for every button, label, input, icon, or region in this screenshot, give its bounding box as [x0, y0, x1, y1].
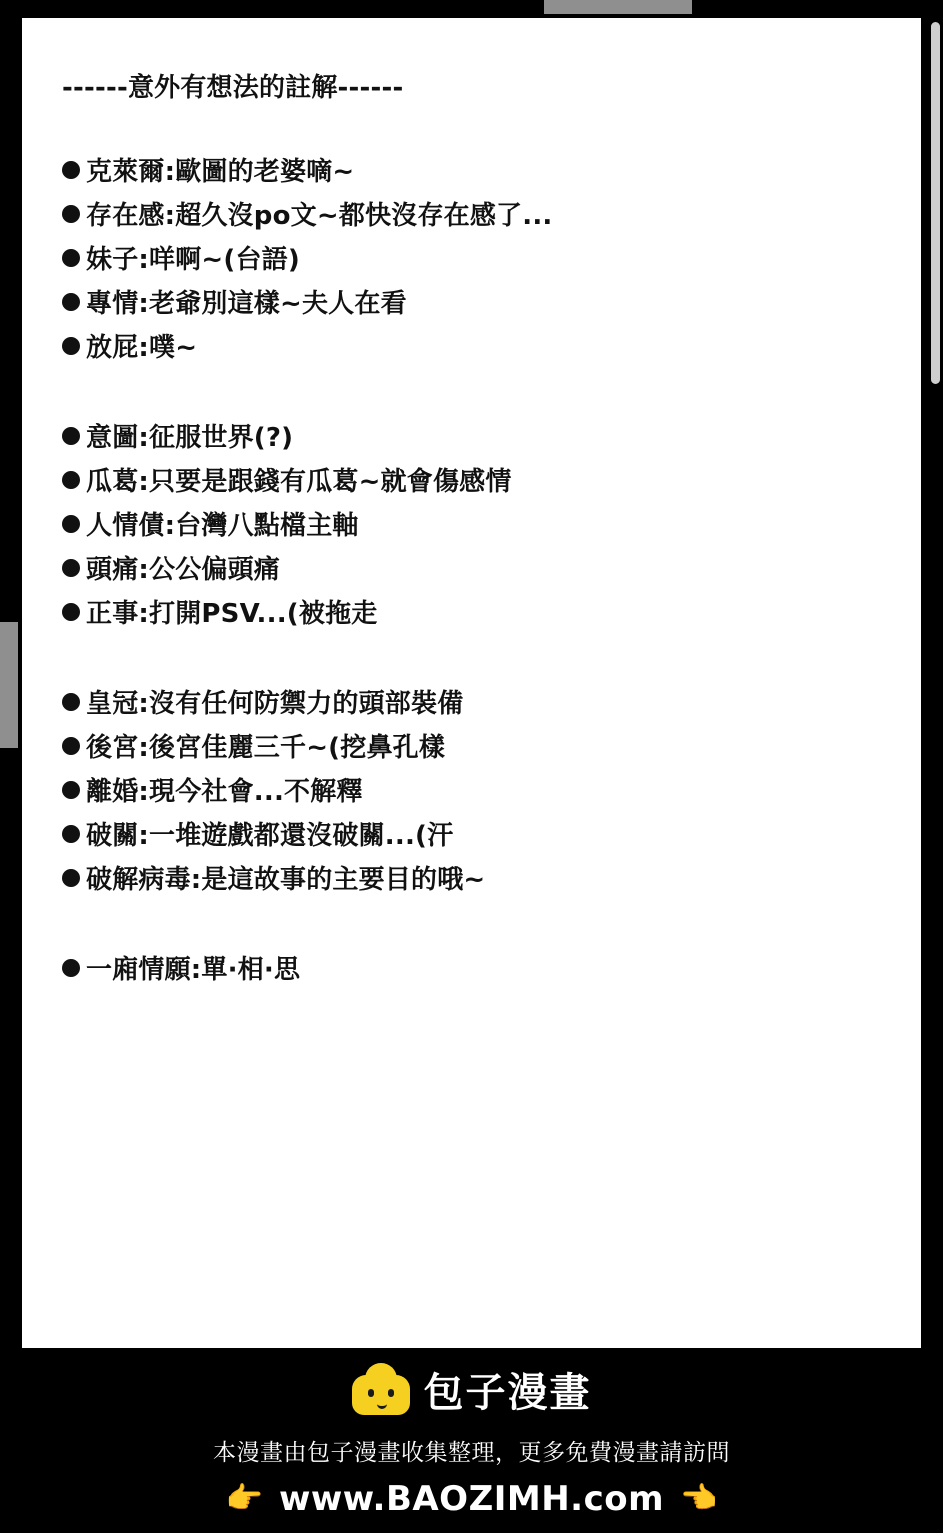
note-text: 後宮:後宮佳麗三千~(挖鼻孔樣 [86, 733, 446, 763]
pointing-hand-left-icon: 👈 [680, 1481, 718, 1516]
pointing-hand-right-icon: 👉 [225, 1481, 263, 1516]
bullet-icon [62, 249, 80, 267]
bullet-icon [62, 869, 80, 887]
footer-url[interactable]: www.BAOZIMH.com [278, 1479, 665, 1519]
bullet-icon [62, 693, 80, 711]
note-item [62, 326, 897, 370]
note-text: 瓜葛:只要是跟錢有瓜葛~就會傷感情 [86, 467, 512, 497]
bullet-icon [62, 205, 80, 223]
note-text: 放屁:噗~ [86, 333, 198, 363]
note-text: 皇冠:沒有任何防禦力的頭部裝備 [86, 689, 464, 719]
note-item [62, 770, 897, 814]
steamed-bun-icon [352, 1363, 410, 1415]
note-text: 妹子:咩啊~(台語) [86, 245, 300, 275]
comic-page-image [22, 18, 921, 1348]
note-item [62, 460, 897, 504]
note-item [62, 282, 897, 326]
note-item [62, 726, 897, 770]
brand-row [0, 1356, 943, 1422]
bullet-icon [62, 427, 80, 445]
bullet-icon [62, 293, 80, 311]
note-text: 正事:打開PSV...(被拖走 [86, 599, 378, 629]
note-text: 存在感:超久沒po文~都快沒存在感了... [86, 201, 553, 231]
notes-list [62, 66, 897, 992]
note-item [62, 238, 897, 282]
footer-url-row [0, 1479, 943, 1519]
note-item [62, 682, 897, 726]
note-text: 破關:一堆遊戲都還沒破關...(汗 [86, 821, 454, 851]
vertical-scrollbar[interactable] [931, 22, 940, 384]
note-text: 意圖:征服世界(?) [86, 423, 294, 453]
bullet-icon [62, 161, 80, 179]
note-text: 人情債:台灣八點檔主軸 [86, 511, 359, 541]
bullet-icon [62, 781, 80, 799]
bullet-icon [62, 959, 80, 977]
note-item [62, 504, 897, 548]
note-text: 頭痛:公公偏頭痛 [86, 555, 280, 585]
note-item [62, 948, 897, 992]
note-item [62, 416, 897, 460]
note-item [62, 592, 897, 636]
notes-title: ------意外有想法的註解------ [62, 73, 404, 103]
bullet-icon [62, 825, 80, 843]
bullet-icon [62, 603, 80, 621]
note-text: 專情:老爺別這樣~夫人在看 [86, 289, 407, 319]
note-item [62, 548, 897, 592]
note-text: 克萊爾:歐圖的老婆嘀~ [86, 157, 355, 187]
note-text: 一廂情願:單·相·思 [86, 955, 301, 985]
note-item [62, 150, 897, 194]
footer-note: 本漫畫由包子漫畫收集整理，更多免費漫畫請訪問 [213, 1440, 730, 1466]
top-progress-marker [544, 0, 692, 14]
note-text: 離婚:現今社會...不解釋 [86, 777, 363, 807]
bullet-icon [62, 737, 80, 755]
bullet-icon [62, 559, 80, 577]
bullet-icon [62, 471, 80, 489]
site-footer [0, 1356, 943, 1533]
left-edge-marker [0, 622, 18, 748]
bullet-icon [62, 515, 80, 533]
note-text: 破解病毒:是這故事的主要目的哦~ [86, 865, 486, 895]
note-item [62, 194, 897, 238]
note-item [62, 814, 897, 858]
note-item [62, 858, 897, 902]
bullet-icon [62, 337, 80, 355]
brand-name: 包子漫畫 [423, 1369, 592, 1416]
